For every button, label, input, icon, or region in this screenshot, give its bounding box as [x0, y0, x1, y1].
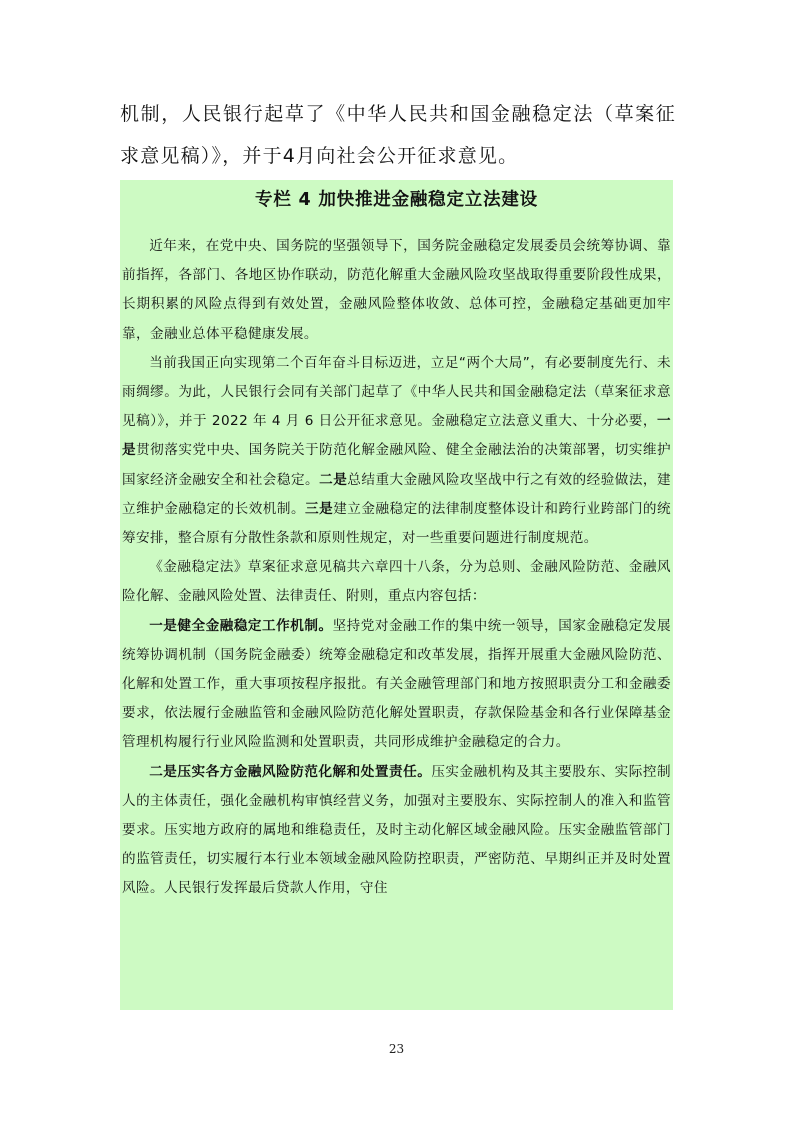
intro-paragraph: 机制，人民银行起草了《中华人民共和国金融稳定法（草案征求意见稿）》，并于4月向社会公开征求意见。 [120, 103, 676, 167]
box-title: 专栏 4 加快推进金融稳定立法建设 [255, 190, 538, 210]
sidebar-box-4 [120, 180, 673, 1010]
para2-text-4: 建立金融稳定的法律制度整体设计和跨行业跨部门的统筹安排，整合原有分散性条款和原则性规定，对一些重要问题进行制度规范。 [122, 500, 671, 547]
box-paragraph-1: 近年来，在党中央、国务院的坚强领导下，国务院金融稳定发展委员会统筹协调、靠前指挥，各部门、各地区协作联动，防范化解重大金融风险攻坚战取得重要阶段性成果，长期积累的风险点得到有效处置，金融风险整体收敛、总体可控，金融稳定基础更加牢靠，金融业总体平稳健康发展。 [122, 238, 671, 342]
para5-heading: 二是压实各方金融风险防范化解和处置责任。 [149, 763, 432, 780]
para2-text-1: 当前我国正向实现第二个百年奋斗目标迈进，立足“两个大局”，有必要制度先行、未雨绸缪。为此，人民银行会同有关部门起草了《中华人民共和国金融稳定法（草案征求意见稿）》，并于 2022 年 4 月 6 日公开征求意见。金融稳定立法意义重大、十分必要， [122, 354, 671, 430]
para5-text: 压实金融机构及其主要股东、实际控制人的主体责任，强化金融机构审慎经营义务，加强对主要股东、实际控制人的准入和监管要求。压实地方政府的属地和维稳责任，及时主动化解区域金融风险。压实金融监管部门的监管责任，切实履行本行业本领域金融风险防控职责，严密防范、早期纠正并及时处置风险。人民银行发挥最后贷款人作用，守住 [122, 763, 671, 897]
box-paragraph-2 [122, 349, 671, 553]
para4-heading: 一是健全金融稳定工作机制。 [149, 617, 333, 634]
page-number: 23 [388, 1042, 405, 1056]
box-paragraph-4 [122, 612, 671, 758]
para2-text-2: 贯彻落实党中央、国务院关于防范化解金融风险、健全金融法治的决策部署，切实维护国家经济金融安全和社会稳定。 [122, 442, 672, 488]
para2-bold-2: 二是 [319, 471, 348, 488]
box-body [122, 232, 671, 904]
box-paragraph-3: 《金融稳定法》草案征求意见稿共六章四十八条，分为总则、金融风险防范、金融风险化解、金融风险处置、法律责任、附则，重点内容包括： [122, 559, 671, 605]
para2-bold-3: 三是 [305, 500, 334, 517]
para2-bold-1: 一是 [122, 413, 671, 459]
box-paragraph-5 [122, 758, 671, 904]
para2-text-3: 总结重大金融风险攻坚战中行之有效的经验做法，建立维护金融稳定的长效机制。 [122, 471, 671, 517]
para4-text: 坚持党对金融工作的集中统一领导，国家金融稳定发展统筹协调机制（国务院金融委）统筹金融稳定和改革发展，指挥开展重大金融风险防范、化解和处置工作，重大事项按程序报批。有关金融管理部门和地方按照职责分工和金融委要求，依法履行金融监管和金融风险防范化解处置职责，存款保险基金和各行业保障基金管理机构履行行业风险监测和处置职责，共同形成维护金融稳定的合力。 [122, 617, 671, 751]
